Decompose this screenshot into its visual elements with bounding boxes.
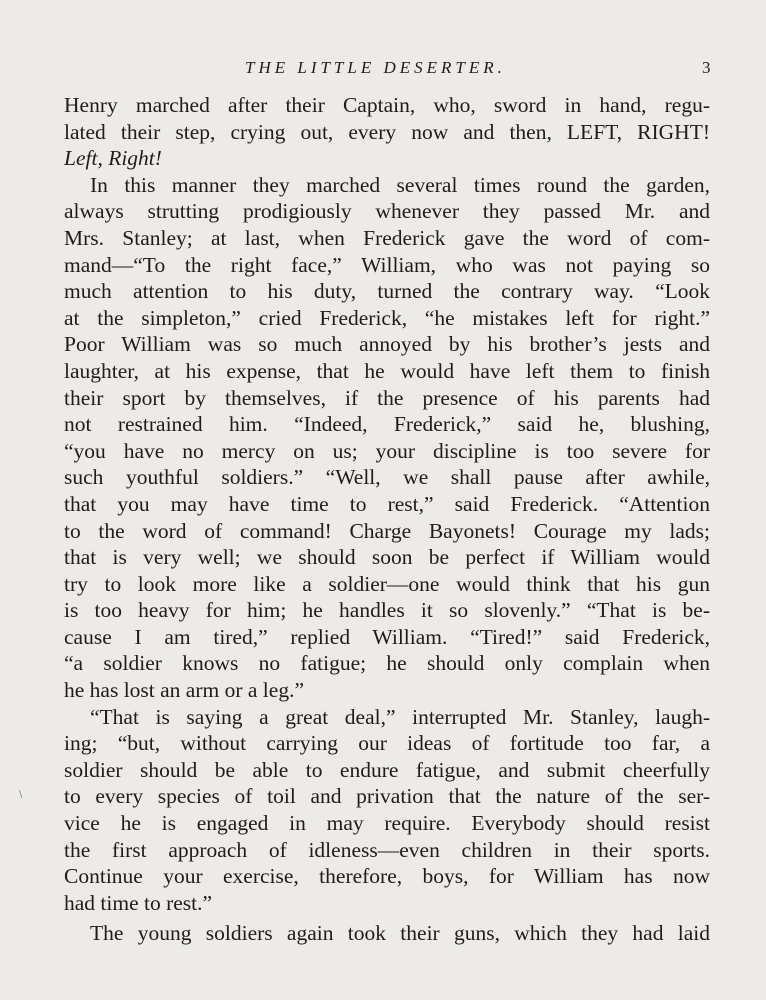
text-line: “a soldier knows no fatigue; he should only complain when bbox=[64, 651, 710, 676]
text-line: Left, Right! bbox=[64, 146, 162, 171]
text-line: soldier should be able to endure fatigue, and submit cheerfully bbox=[64, 757, 710, 782]
text-line: try to look more like a soldier—one would think that his gun bbox=[64, 571, 710, 596]
text-line: Mrs. Stanley; at last, when Frederick gave the word of com- bbox=[64, 225, 710, 250]
text-line: Continue your exercise, therefore, boys, for William has now bbox=[64, 864, 710, 889]
text-line: lated their step, crying out, every now and then, LEFT, RIGHT! bbox=[64, 119, 710, 144]
text-line: much attention to his duty, turned the contrary way. “Look bbox=[64, 279, 710, 304]
paper-speck: ∖ bbox=[17, 790, 24, 801]
text-line: The young soldiers again took their guns, which they had laid bbox=[90, 921, 710, 946]
running-header bbox=[0, 58, 766, 82]
text-line: the first approach of idleness—even children in their sports. bbox=[64, 837, 710, 862]
page-number: 3 bbox=[702, 58, 711, 77]
text-line: that you may have time to rest,” said Frederick. “Attention bbox=[64, 491, 710, 516]
text-line: that is very well; we should soon be perfect if William would bbox=[64, 545, 710, 570]
text-line: “That is saying a great deal,” interrupted Mr. Stanley, laugh- bbox=[90, 704, 710, 729]
text-line: Henry marched after their Captain, who, sword in hand, regu- bbox=[64, 93, 710, 117]
text-line: In this manner they marched several times round the garden, bbox=[90, 172, 710, 197]
text-line: at the simpleton,” cried Frederick, “he mistakes left for right.” bbox=[64, 305, 710, 330]
text-line: such youthful soldiers.” “Well, we shall pause after awhile, bbox=[64, 465, 710, 490]
text-line: ing; “but, without carrying our ideas of fortitude too far, a bbox=[64, 731, 710, 756]
text-line: to the word of command! Charge Bayonets! Courage my lads; bbox=[64, 518, 710, 543]
text-line: Poor William was so much annoyed by his brother’s jests and bbox=[64, 332, 710, 357]
text-line: had time to rest.” bbox=[64, 890, 213, 915]
text-line: vice he is engaged in may require. Everybody should resist bbox=[64, 811, 710, 836]
running-title: THE LITTLE DESERTER. bbox=[245, 58, 506, 77]
text-line: to every species of toil and privation that the nature of the ser- bbox=[64, 784, 710, 809]
text-line: cause I am tired,” replied William. “Tired!” said Frederick, bbox=[64, 624, 710, 649]
text-line: not restrained him. “Indeed, Frederick,” said he, blushing, bbox=[64, 412, 710, 437]
text-line: he has lost an arm or a leg.” bbox=[64, 678, 304, 703]
text-line: mand—“To the right face,” William, who was not paying so bbox=[64, 252, 710, 277]
text-line: is too heavy for him; he handles it so slovenly.” “That is be- bbox=[64, 598, 710, 623]
body-text bbox=[64, 92, 710, 947]
text-line: always strutting prodigiously whenever they passed Mr. and bbox=[64, 199, 710, 224]
text-line: their sport by themselves, if the presence of his parents had bbox=[64, 385, 710, 410]
text-line: “you have no mercy on us; your discipline is too severe for bbox=[64, 438, 710, 463]
text-line: laughter, at his expense, that he would have left them to finish bbox=[64, 358, 710, 383]
